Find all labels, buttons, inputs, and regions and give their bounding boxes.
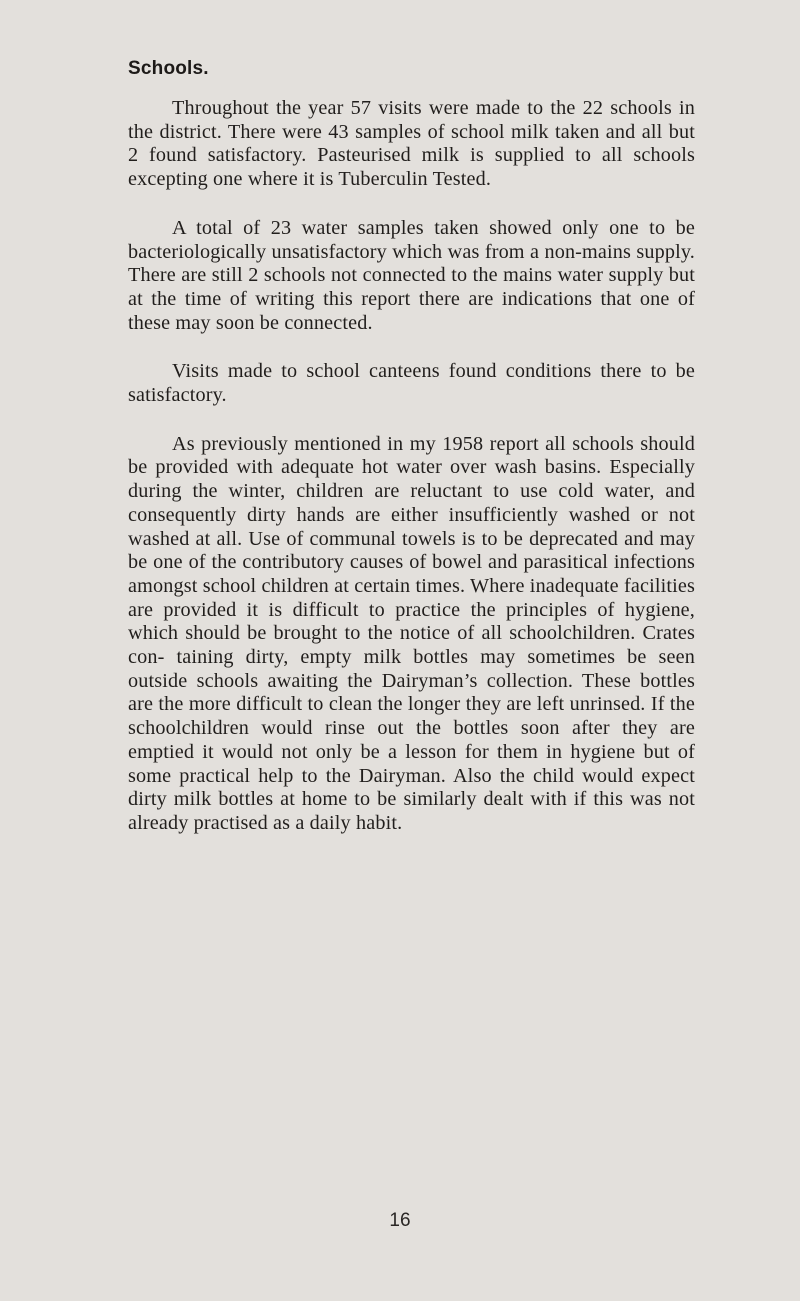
body-text <box>128 97 695 861</box>
paragraph-water-samples: A total of 23 water samples taken showed only one to be bacteriologically unsatisfactory which was from a non-mains supply. There are still 2 schools not connected to the mains water supply but at the time of writing this report there are indications that one of these may soon be connected. <box>128 216 695 334</box>
paragraph-school-canteens: Visits made to school canteens found conditions there to be satisfactory. <box>128 360 695 407</box>
section-heading: Schools. <box>128 58 209 79</box>
paragraph-school-visits: Throughout the year 57 visits were made to the 22 schools in the district. There were 43 samples of school milk taken and all but 2 found satisfactory. Pasteurised milk is supplied to all schools excepting one where it is Tuberculin Tested. <box>128 97 695 191</box>
paragraph-hygiene-facilities: As previously mentioned in my 1958 report all schools should be provided with adequate hot water over wash basins. Especially during the winter, children are reluctant to use cold water, and consequently dirty hands are either insufficiently washed or not washed at all. Use of communal towels is to be deprecated and may be one of the contributory causes of bowel and parasitical infections amongst school children at certain times. Where inadequate facilities are provided it is difficult to practice the principles of hygiene, which should be brought to the notice of all schoolchildren. Crates con- taining dirty, empty milk bottles may sometimes be seen outside schools awaiting the Dairyman’s collection. These bottles are the more difficult to clean the longer they are left unrinsed. If the schoolchildren would rinse out the bottles soon after they are emptied it would not only be a lesson for them in hygiene but of some practical help to the Dairyman. Also the child would expect dirty milk bottles at home to be similarly dealt with if this was not already practised as a daily habit. <box>128 432 695 834</box>
page-number: 16 <box>389 1210 411 1231</box>
